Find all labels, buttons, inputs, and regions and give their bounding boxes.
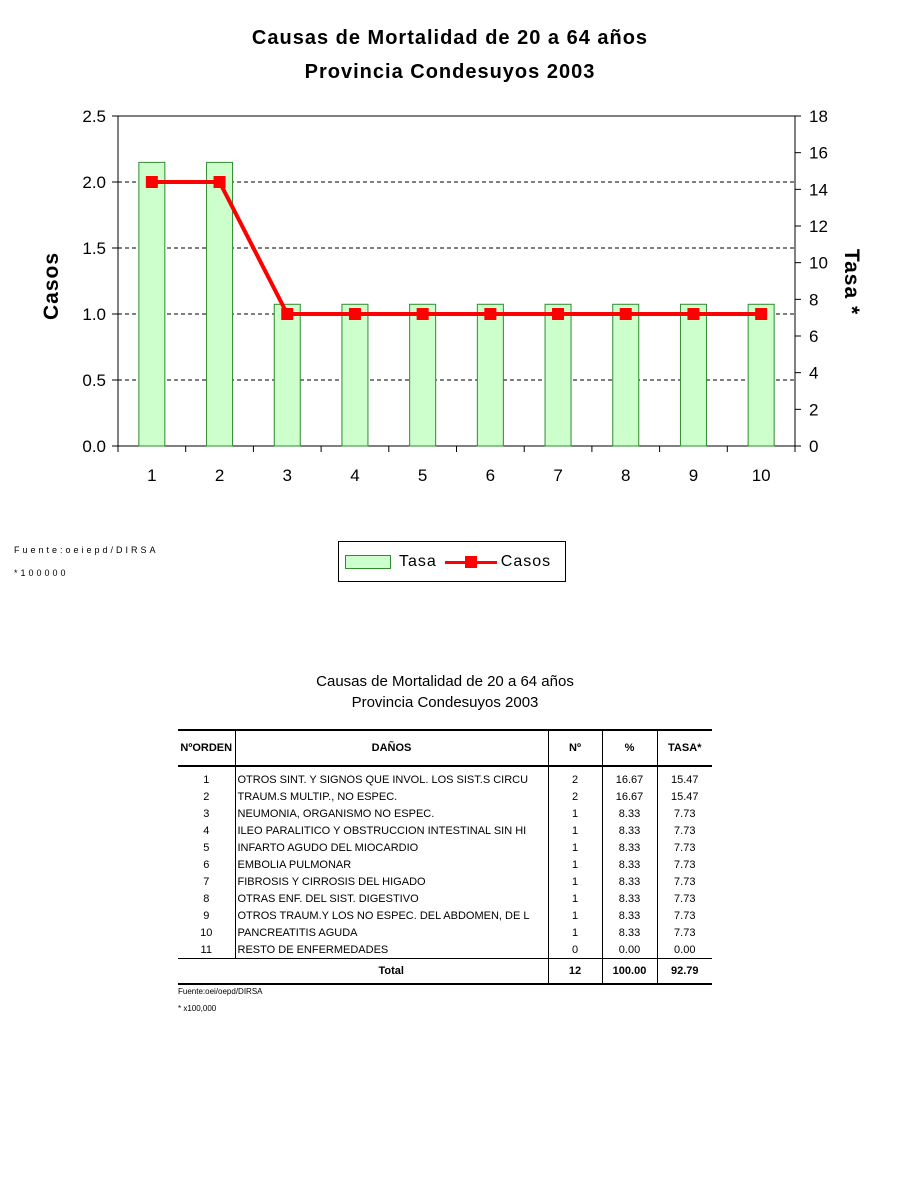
table-title: Causas de Mortalidad de 20 a 64 años xyxy=(316,673,574,690)
bar xyxy=(342,304,368,446)
x-tick-label: 9 xyxy=(688,466,699,485)
table-subtitle: Provincia Condesuyos 2003 xyxy=(351,694,539,711)
cell-dano: RESTO DE ENFERMEDADES xyxy=(235,941,548,959)
line-point xyxy=(417,308,429,320)
x-tick-label: 4 xyxy=(350,466,360,485)
table-row xyxy=(178,873,712,890)
line-point xyxy=(281,308,293,320)
bar xyxy=(410,304,436,446)
cell-pct: 16.67 xyxy=(602,788,657,805)
chart-subtitle: Provincia Condesuyos 2003 xyxy=(304,61,596,83)
line-point xyxy=(214,176,226,188)
table-row xyxy=(178,907,712,924)
cell-dano: OTROS TRAUM.Y LOS NO ESPEC. DEL ABDOMEN, DE L xyxy=(235,907,548,924)
cell-n: 1 xyxy=(548,839,602,856)
x-axis-ticks xyxy=(118,446,795,485)
y2-tick-label: 16 xyxy=(809,143,828,163)
cell-n: 0 xyxy=(548,941,602,959)
table-row xyxy=(178,924,712,941)
header-n: Nº xyxy=(548,730,602,766)
total-tasa: 92.79 xyxy=(657,959,712,985)
bar xyxy=(545,304,571,446)
cell-tasa: 15.47 xyxy=(657,771,712,788)
y-axis-label: Casos xyxy=(40,251,63,321)
total-label: Total xyxy=(235,959,548,985)
y2-tick-label: 6 xyxy=(809,327,819,346)
y-tick-label: 1.0 xyxy=(82,305,106,324)
cell-tasa: 7.73 xyxy=(657,822,712,839)
cell-orden: 10 xyxy=(200,926,213,939)
y2-tick-label: 4 xyxy=(809,363,819,383)
line-point xyxy=(755,308,767,320)
table-row xyxy=(178,839,712,856)
cell-dano: OTROS SINT. Y SIGNOS QUE INVOL. LOS SIST.S CIRCU xyxy=(235,771,548,788)
bar xyxy=(274,304,300,446)
line-point xyxy=(687,308,699,320)
bar xyxy=(680,304,706,446)
cell-pct: 8.33 xyxy=(602,856,657,873)
x-tick-label: 2 xyxy=(214,466,225,485)
cell-pct: 8.33 xyxy=(602,924,657,941)
y2-tick-label: 12 xyxy=(809,217,828,236)
y2-tick-label: 0 xyxy=(809,437,819,456)
bar xyxy=(139,162,165,446)
line-point xyxy=(552,308,564,320)
table-row xyxy=(178,856,712,873)
chart-footnote: *100000 xyxy=(14,568,69,578)
x-tick-label: 5 xyxy=(417,466,428,485)
cell-dano: PANCREATITIS AGUDA xyxy=(235,924,548,941)
total-pct: 100.00 xyxy=(602,959,657,985)
cell-pct: 16.67 xyxy=(602,771,657,788)
cell-orden: 5 xyxy=(203,841,210,854)
cell-pct: 8.33 xyxy=(602,890,657,907)
y-tick-label: 2.0 xyxy=(82,173,106,192)
cell-orden: 2 xyxy=(203,790,210,803)
y-tick-label: 2.5 xyxy=(82,107,106,126)
legend-label-tasa: Tasa xyxy=(399,552,437,570)
table-total-row xyxy=(178,959,712,985)
bar xyxy=(207,162,233,446)
chart-title: Causas de Mortalidad de 20 a 64 años xyxy=(251,27,649,49)
line-point xyxy=(484,308,496,320)
x-tick-label: 8 xyxy=(621,466,631,485)
cell-orden: 11 xyxy=(200,943,212,956)
cell-tasa: 15.47 xyxy=(657,788,712,805)
table-footnote: * x100,000 xyxy=(178,1004,217,1013)
bar xyxy=(477,304,503,446)
y-tick-label: 0.0 xyxy=(82,437,106,456)
cell-pct: 0.00 xyxy=(602,941,657,959)
left-axis-ticks xyxy=(82,107,118,456)
cell-orden: 7 xyxy=(203,875,210,888)
header-pct: % xyxy=(602,730,657,766)
x-tick-label: 10 xyxy=(751,466,771,485)
chart-legend xyxy=(338,541,566,582)
cell-dano: EMBOLIA PULMONAR xyxy=(235,856,548,873)
x-tick-label: 6 xyxy=(485,466,496,485)
cell-tasa: 7.73 xyxy=(657,805,712,822)
cell-orden: 6 xyxy=(203,858,210,871)
x-tick-label: 3 xyxy=(282,466,292,485)
cell-tasa: 7.73 xyxy=(657,924,712,941)
header-danos: DAÑOS xyxy=(235,730,548,766)
cell-orden: 1 xyxy=(203,773,210,786)
combo-chart xyxy=(0,0,900,520)
cell-tasa: 0.00 xyxy=(657,941,712,959)
cell-pct: 8.33 xyxy=(602,873,657,890)
y2-tick-label: 14 xyxy=(809,180,828,200)
cell-dano: ILEO PARALITICO Y OBSTRUCCION INTESTINAL SIN HI xyxy=(235,822,548,839)
header-orden: NºORDEN xyxy=(178,730,235,766)
cell-n: 1 xyxy=(548,907,602,924)
x-tick-label: 7 xyxy=(553,466,563,485)
line-point xyxy=(620,308,632,320)
bar xyxy=(613,304,639,446)
cell-n: 2 xyxy=(548,771,602,788)
y-tick-label: 1.5 xyxy=(82,239,106,258)
bar xyxy=(748,304,774,446)
legend-line-swatch xyxy=(445,555,497,569)
table-row xyxy=(178,941,712,959)
table-row xyxy=(178,771,712,788)
table-row xyxy=(178,788,712,805)
header-tasa: TASA* xyxy=(657,730,712,766)
cell-dano: TRAUM.S MULTIP., NO ESPEC. xyxy=(235,788,548,805)
cell-n: 1 xyxy=(548,890,602,907)
chart-source: Fuente:oeiepd/DIRSA xyxy=(14,545,159,555)
cell-orden: 4 xyxy=(203,824,210,837)
y2-tick-label: 18 xyxy=(809,107,828,126)
total-n: 12 xyxy=(548,959,602,985)
cell-n: 1 xyxy=(548,856,602,873)
cell-n: 1 xyxy=(548,822,602,839)
cell-tasa: 7.73 xyxy=(657,873,712,890)
table-row xyxy=(178,890,712,907)
cell-dano: INFARTO AGUDO DEL MIOCARDIO xyxy=(235,839,548,856)
y2-axis-label: Tasa * xyxy=(840,248,863,316)
table-row xyxy=(178,805,712,822)
y2-tick-label: 8 xyxy=(809,290,819,310)
right-axis-ticks xyxy=(795,107,828,456)
cell-orden: 3 xyxy=(203,807,210,820)
y2-tick-label: 10 xyxy=(809,253,828,273)
y-tick-label: 0.5 xyxy=(82,371,106,390)
cell-tasa: 7.73 xyxy=(657,890,712,907)
mortality-table xyxy=(178,729,712,985)
cell-n: 1 xyxy=(548,805,602,822)
y2-tick-label: 2 xyxy=(809,400,819,420)
cell-pct: 8.33 xyxy=(602,822,657,839)
cell-dano: NEUMONIA, ORGANISMO NO ESPEC. xyxy=(235,805,548,822)
cell-pct: 8.33 xyxy=(602,907,657,924)
table-body xyxy=(178,766,712,959)
cell-orden: 9 xyxy=(203,909,210,922)
cell-orden: 8 xyxy=(203,892,210,905)
table-row xyxy=(178,822,712,839)
table-header-row xyxy=(178,730,712,766)
cell-n: 1 xyxy=(548,873,602,890)
cell-tasa: 7.73 xyxy=(657,839,712,856)
legend-bar-swatch xyxy=(345,555,391,569)
table-source: Fuente:oei/oepd/DIRSA xyxy=(178,987,263,996)
cell-tasa: 7.73 xyxy=(657,907,712,924)
line-point xyxy=(146,176,158,188)
cell-pct: 8.33 xyxy=(602,805,657,822)
x-tick-label: 1 xyxy=(147,466,157,485)
cell-n: 2 xyxy=(548,788,602,805)
cell-dano: FIBROSIS Y CIRROSIS DEL HIGADO xyxy=(235,873,548,890)
legend-label-casos: Casos xyxy=(500,552,552,570)
cell-dano: OTRAS ENF. DEL SIST. DIGESTIVO xyxy=(235,890,548,907)
cell-n: 1 xyxy=(548,924,602,941)
cell-pct: 8.33 xyxy=(602,839,657,856)
line-point xyxy=(349,308,361,320)
cell-tasa: 7.73 xyxy=(657,856,712,873)
